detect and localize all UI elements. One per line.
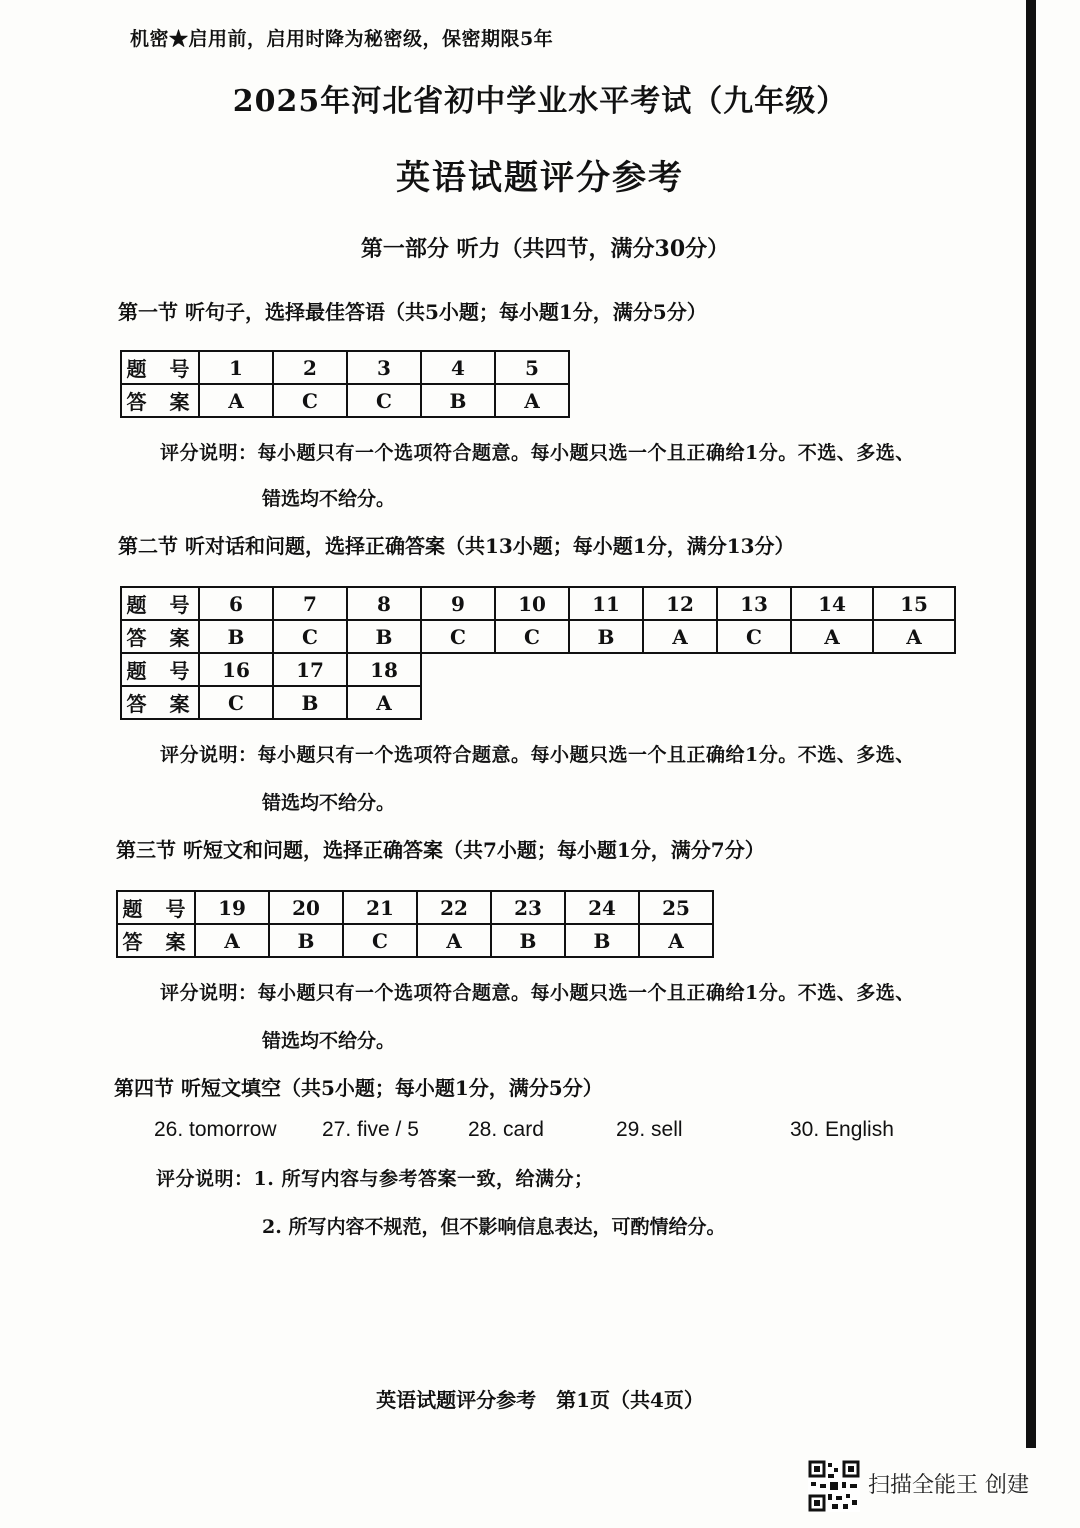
answer-cell: C — [273, 620, 347, 653]
question-cell: 14 — [791, 587, 873, 620]
question-cell: 5 — [495, 351, 569, 384]
question-cell: 1 — [199, 351, 273, 384]
scoring-note-item-2: 2. 所写内容不规范，但不影响信息表达，可酌情给分。 — [262, 1216, 726, 1238]
answer-cell: B — [273, 686, 347, 719]
section-1-scoring-note-cont: 错选均不给分。 — [262, 488, 396, 510]
table-row-answers — [117, 924, 713, 957]
section-2-scoring-note-cont: 错选均不给分。 — [262, 792, 396, 814]
table-row-answers — [121, 620, 955, 653]
part-one-title: 第一部分 听力（共四节，满分30分） — [360, 236, 730, 262]
answer-cell: A — [417, 924, 491, 957]
question-cell: 4 — [421, 351, 495, 384]
question-cell: 8 — [347, 587, 421, 620]
answer-cell: A — [643, 620, 717, 653]
answer-cell: B — [269, 924, 343, 957]
table-row-questions — [121, 351, 569, 384]
answer-cell: C — [495, 620, 569, 653]
section-2-scoring-note — [160, 740, 915, 767]
fill-answer-26: 26. tomorrow — [154, 1118, 277, 1141]
question-cell: 21 — [343, 891, 417, 924]
answer-cell: A — [639, 924, 713, 957]
answer-cell: A — [195, 924, 269, 957]
question-no-label: 题 号 — [121, 653, 199, 686]
question-no-label: 题 号 — [121, 351, 199, 384]
answer-cell: C — [421, 620, 495, 653]
exam-title: 2025年河北省初中学业水平考试（九年级） — [232, 84, 848, 119]
scoring-note-text: 每小题只有一个选项符合题意。每小题只选一个且正确给1分。不选、多选、 — [257, 442, 915, 464]
section-3-answer-table — [116, 890, 714, 958]
question-cell: 24 — [565, 891, 639, 924]
answer-label: 答 案 — [117, 924, 195, 957]
scoring-note-item-1: 1. 所写内容与参考答案一致，给满分； — [253, 1168, 594, 1190]
question-cell: 13 — [717, 587, 791, 620]
answer-cell: B — [569, 620, 643, 653]
answer-cell: B — [421, 384, 495, 417]
scoring-note-lead: 评分说明： — [160, 442, 258, 464]
scoring-note-lead: 评分说明： — [156, 1168, 254, 1190]
answer-cell: A — [347, 686, 421, 719]
answer-cell: A — [873, 620, 955, 653]
table-row-answers — [121, 686, 955, 719]
fill-answer-27: 27. five / 5 — [322, 1118, 419, 1141]
answer-label: 答 案 — [121, 686, 199, 719]
question-cell: 18 — [347, 653, 421, 686]
answer-cell: C — [343, 924, 417, 957]
fill-answer-28: 28. card — [468, 1118, 544, 1141]
question-cell: 12 — [643, 587, 717, 620]
question-cell: 25 — [639, 891, 713, 924]
table-row-questions — [121, 587, 955, 620]
section-4-title: 第四节 听短文填空（共5小题；每小题1分，满分5分） — [114, 1076, 603, 1100]
answer-cell: C — [347, 384, 421, 417]
section-3-title: 第三节 听短文和问题，选择正确答案（共7小题；每小题1分，满分7分） — [116, 838, 765, 862]
section-3-scoring-note — [160, 978, 915, 1005]
confidentiality-notice: 机密★启用前，启用时降为秘密级，保密期限5年 — [130, 28, 554, 50]
question-cell: 23 — [491, 891, 565, 924]
page-edge-bar — [1026, 0, 1036, 1448]
answer-label: 答 案 — [121, 384, 199, 417]
answer-cell: B — [199, 620, 273, 653]
scoring-note-text: 每小题只有一个选项符合题意。每小题只选一个且正确给1分。不选、多选、 — [257, 982, 915, 1004]
answer-cell: A — [495, 384, 569, 417]
question-cell: 17 — [273, 653, 347, 686]
qr-code-icon — [808, 1460, 860, 1512]
section-2-answer-table — [120, 586, 956, 720]
section-1-title: 第一节 听句子，选择最佳答语（共5小题；每小题1分，满分5分） — [118, 300, 707, 324]
question-cell: 19 — [195, 891, 269, 924]
question-cell: 20 — [269, 891, 343, 924]
answer-cell: B — [347, 620, 421, 653]
table-row-questions — [121, 653, 955, 686]
question-cell: 22 — [417, 891, 491, 924]
scoring-note-lead: 评分说明： — [160, 744, 258, 766]
answer-cell: A — [199, 384, 273, 417]
table-row-answers — [121, 384, 569, 417]
section-1-scoring-note — [160, 438, 915, 465]
question-cell: 11 — [569, 587, 643, 620]
section-3-scoring-note-cont: 错选均不给分。 — [262, 1030, 396, 1052]
section-2-title: 第二节 听对话和问题，选择正确答案（共13小题；每小题1分，满分13分） — [118, 534, 795, 558]
empty-cell — [421, 686, 955, 719]
question-cell: 2 — [273, 351, 347, 384]
question-cell: 6 — [199, 587, 273, 620]
answer-cell: C — [717, 620, 791, 653]
answer-cell: B — [491, 924, 565, 957]
question-no-label: 题 号 — [117, 891, 195, 924]
fill-answer-29: 29. sell — [616, 1118, 683, 1141]
empty-cell — [421, 653, 955, 686]
fill-in-answers — [0, 1118, 1080, 1148]
answer-cell: B — [565, 924, 639, 957]
scoring-note-lead: 评分说明： — [160, 982, 258, 1004]
question-cell: 15 — [873, 587, 955, 620]
section-4-scoring-note — [156, 1164, 593, 1191]
question-cell: 7 — [273, 587, 347, 620]
document-title: 英语试题评分参考 — [396, 158, 684, 198]
table-row-questions — [117, 891, 713, 924]
question-cell: 3 — [347, 351, 421, 384]
question-cell: 16 — [199, 653, 273, 686]
question-cell: 10 — [495, 587, 569, 620]
answer-cell: A — [791, 620, 873, 653]
section-1-answer-table — [120, 350, 570, 418]
question-no-label: 题 号 — [121, 587, 199, 620]
answer-cell: C — [273, 384, 347, 417]
page-footer: 英语试题评分参考 第1页（共4页） — [376, 1388, 704, 1412]
answer-label: 答 案 — [121, 620, 199, 653]
answer-cell: C — [199, 686, 273, 719]
scoring-note-text: 每小题只有一个选项符合题意。每小题只选一个且正确给1分。不选、多选、 — [257, 744, 915, 766]
fill-answer-30: 30. English — [790, 1118, 894, 1141]
question-cell: 9 — [421, 587, 495, 620]
scanner-watermark: 扫描全能王 创建 — [868, 1473, 1029, 1498]
